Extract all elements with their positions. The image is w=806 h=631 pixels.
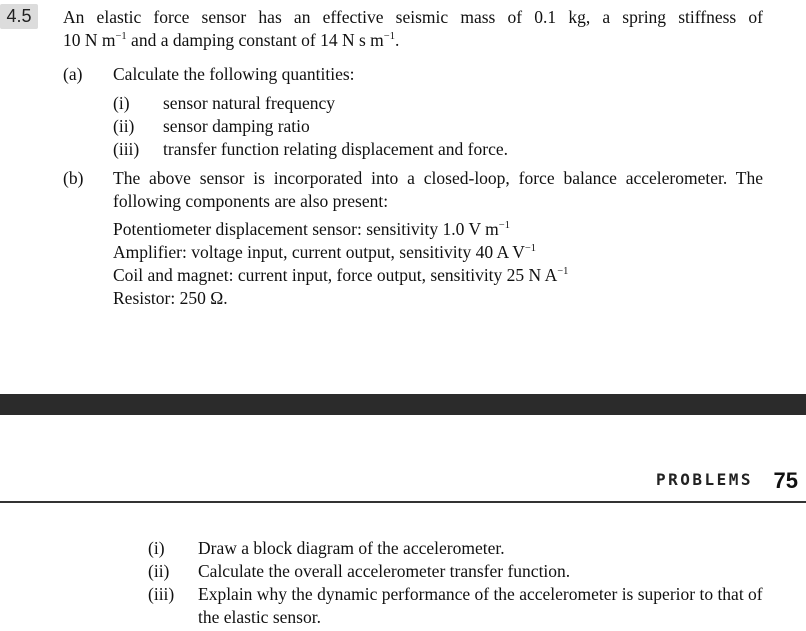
- part-b-item-text: Explain why the dynamic performance of the accelerometer is superior to that of: [198, 584, 763, 604]
- component-line: Amplifier: voltage input, current output, sensitivity 40 A $V^{-1}$: [113, 242, 537, 262]
- part-b-label: (b): [63, 168, 84, 188]
- problem-intro-line-1: An elastic force sensor has an effective seismic mass of 0.1 kg, a spring stiffness of: [63, 7, 763, 27]
- problem-intro-line-2: 10 N $m^{-1}$ and a damping constant of 14 N s $m^{-1}$.: [63, 30, 400, 50]
- page-number: 75: [773, 468, 798, 493]
- running-header-title: PROBLEMS: [655, 470, 753, 489]
- part-b-line-1: The above sensor is incorporated into a closed-loop, force balance accelerometer. The: [113, 168, 763, 188]
- part-b-item-label: (iii): [148, 584, 175, 604]
- part-b-item-label: (ii): [148, 561, 170, 581]
- part-b-item-label: (i): [148, 538, 165, 558]
- problem-number: 4.5: [0, 4, 38, 29]
- part-a-label: (a): [63, 64, 83, 84]
- component-line: Resistor: 250 Ω.: [113, 288, 228, 308]
- component-line: Coil and magnet: current input, force output, sensitivity 25 N $A^{-1}$: [113, 265, 569, 285]
- part-b-item-text-continued: the elastic sensor.: [198, 607, 321, 627]
- part-a-item-text: sensor natural frequency: [163, 93, 336, 113]
- part-b-item-text: Draw a block diagram of the accelerometer.: [198, 538, 505, 558]
- part-a-item-label: (ii): [113, 116, 135, 136]
- part-a-text: Calculate the following quantities:: [113, 64, 355, 84]
- page-break-band: [0, 394, 806, 415]
- part-b-item-text: Calculate the overall accelerometer transfer function.: [198, 561, 571, 581]
- component-line: Potentiometer displacement sensor: sensitivity 1.0 V $m^{-1}$: [113, 219, 510, 239]
- part-a-item-label: (i): [113, 93, 130, 113]
- part-a-item-text: transfer function relating displacement and force.: [163, 139, 508, 159]
- part-a-item-text: sensor damping ratio: [163, 116, 310, 136]
- header-rule: [0, 501, 806, 503]
- part-b-line-2: following components are also present:: [113, 191, 389, 211]
- part-a-item-label: (iii): [113, 139, 140, 159]
